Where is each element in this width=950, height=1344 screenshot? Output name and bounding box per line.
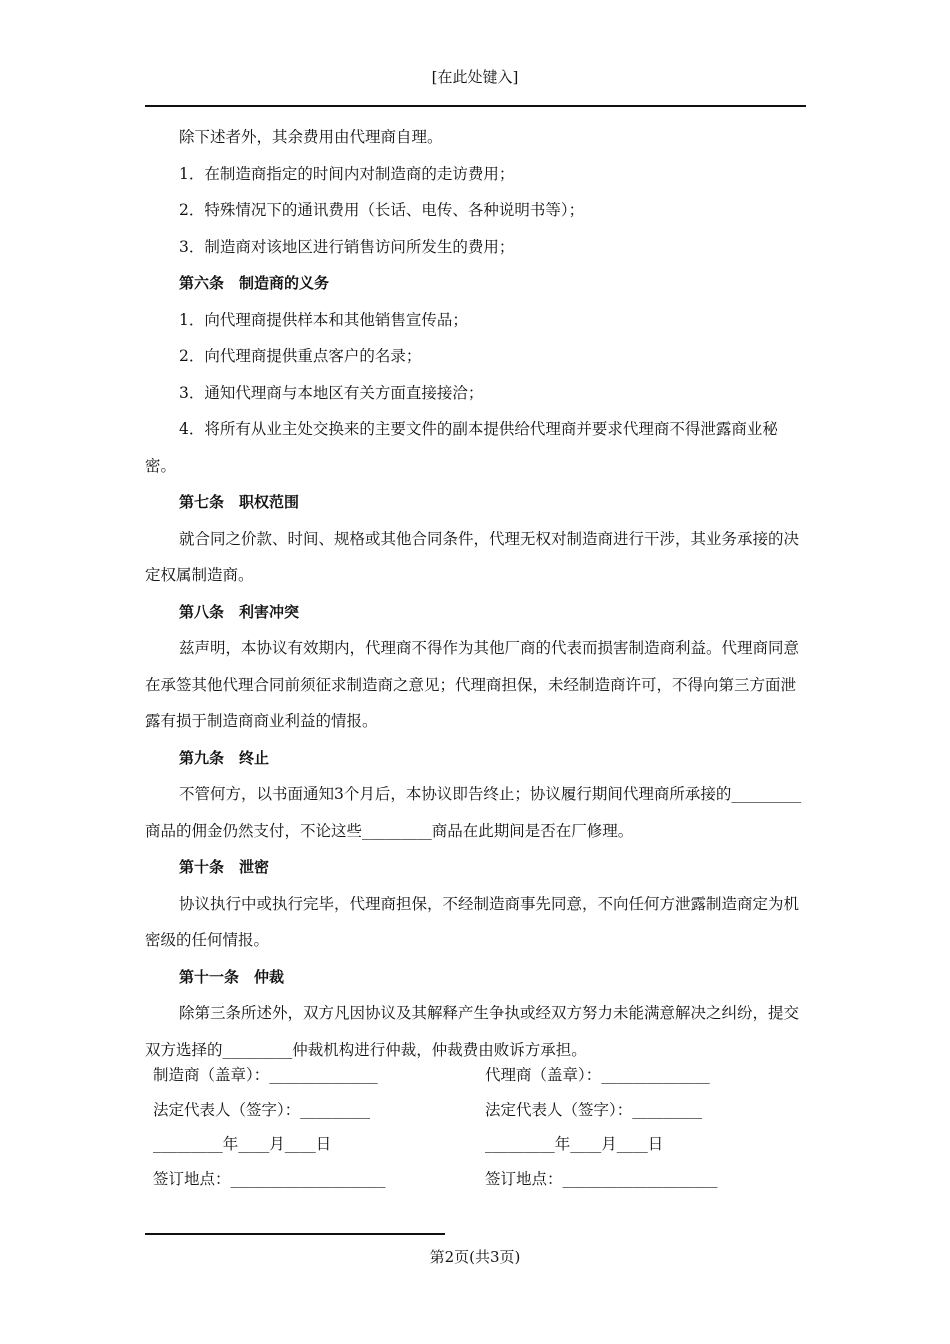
article-heading: 第七条 职权范围: [179, 493, 300, 511]
paragraph: 除第三条所述外，双方凡因协议及其解释产生争执或经双方努力未能满意解决之纠纷，提交双方选择的_________仲裁机构进行仲裁，仲裁费由败诉方承担。: [145, 1004, 800, 1059]
paragraph: 不管何方，以书面通知3个月后，本协议即告终止；协议履行期间代理商所承接的_________商品的佣金仍然支付，不论这些_________商品在此期间是否在厂修理。: [145, 785, 802, 840]
article-heading: 第八条 利害冲突: [179, 602, 300, 621]
list-item: 2．向代理商提供重点客户的名录；: [179, 347, 422, 365]
list-item: 1．在制造商指定的时间内对制造商的走访费用；: [179, 164, 515, 183]
manufacturer-rep-line: 法定代表人（签字）：_________: [153, 1100, 371, 1119]
article-heading: 第六条 制造商的义务: [179, 274, 330, 292]
header-divider: [145, 105, 806, 107]
manufacturer-seal-line: 制造商（盖章）：______________: [153, 1066, 378, 1084]
page-header: [在此处键入]: [431, 68, 519, 86]
paragraph: 除下述者外，其余费用由代理商自理。: [179, 128, 443, 146]
article-heading: 第九条 终止: [179, 748, 270, 767]
list-item: 3．制造商对该地区进行销售访问所发生的费用；: [179, 237, 515, 256]
paragraph: 协议执行中或执行完毕，代理商担保，不经制造商事先同意，不向任何方泄露制造商定为机密级的任何情报。: [145, 894, 800, 949]
list-item: 1．向代理商提供样本和其他销售宣传品；: [179, 310, 468, 329]
page-number: 第2页(共3页): [429, 1248, 521, 1266]
agent-rep-line: 法定代表人（签字）：_________: [485, 1100, 703, 1119]
article-heading: 第十一条 仲裁: [179, 967, 285, 986]
paragraph: 就合同之价款、时间、规格或其他合同条件，代理无权对制造商进行干涉，其业务承接的决定权属制造商。: [145, 529, 800, 584]
list-item: 2．特殊情况下的通讯费用（长话、电传、各种说明书等）；: [179, 201, 585, 219]
footer-divider: [145, 1233, 445, 1235]
agent-date-line: _________年____月____日: [485, 1135, 664, 1153]
article-heading: 第十条 泄密: [179, 858, 270, 876]
list-item: 3．通知代理商与本地区有关方面直接接洽；: [179, 383, 484, 402]
document-body: [145, 119, 806, 1068]
paragraph: 兹声明，本协议有效期内，代理商不得作为其他厂商的代表而损害制造商利益。代理商同意在承签其他代理合同前须征求制造商之意见；代理商担保，未经制造商许可，不得向第三方面泄露有损于制造商商业利益的情报。: [145, 639, 800, 730]
agent-seal-line: 代理商（盖章）：______________: [485, 1066, 710, 1084]
manufacturer-date-line: _________年____月____日: [153, 1135, 332, 1153]
signature-block: [153, 1058, 806, 1196]
list-item: 4．将所有从业主处交换来的主要文件的副本提供给代理商并要求代理商不得泄露商业秘密。: [145, 420, 778, 475]
manufacturer-place-line: 签订地点：____________________: [153, 1169, 386, 1188]
agent-place-line: 签订地点：____________________: [485, 1169, 718, 1188]
